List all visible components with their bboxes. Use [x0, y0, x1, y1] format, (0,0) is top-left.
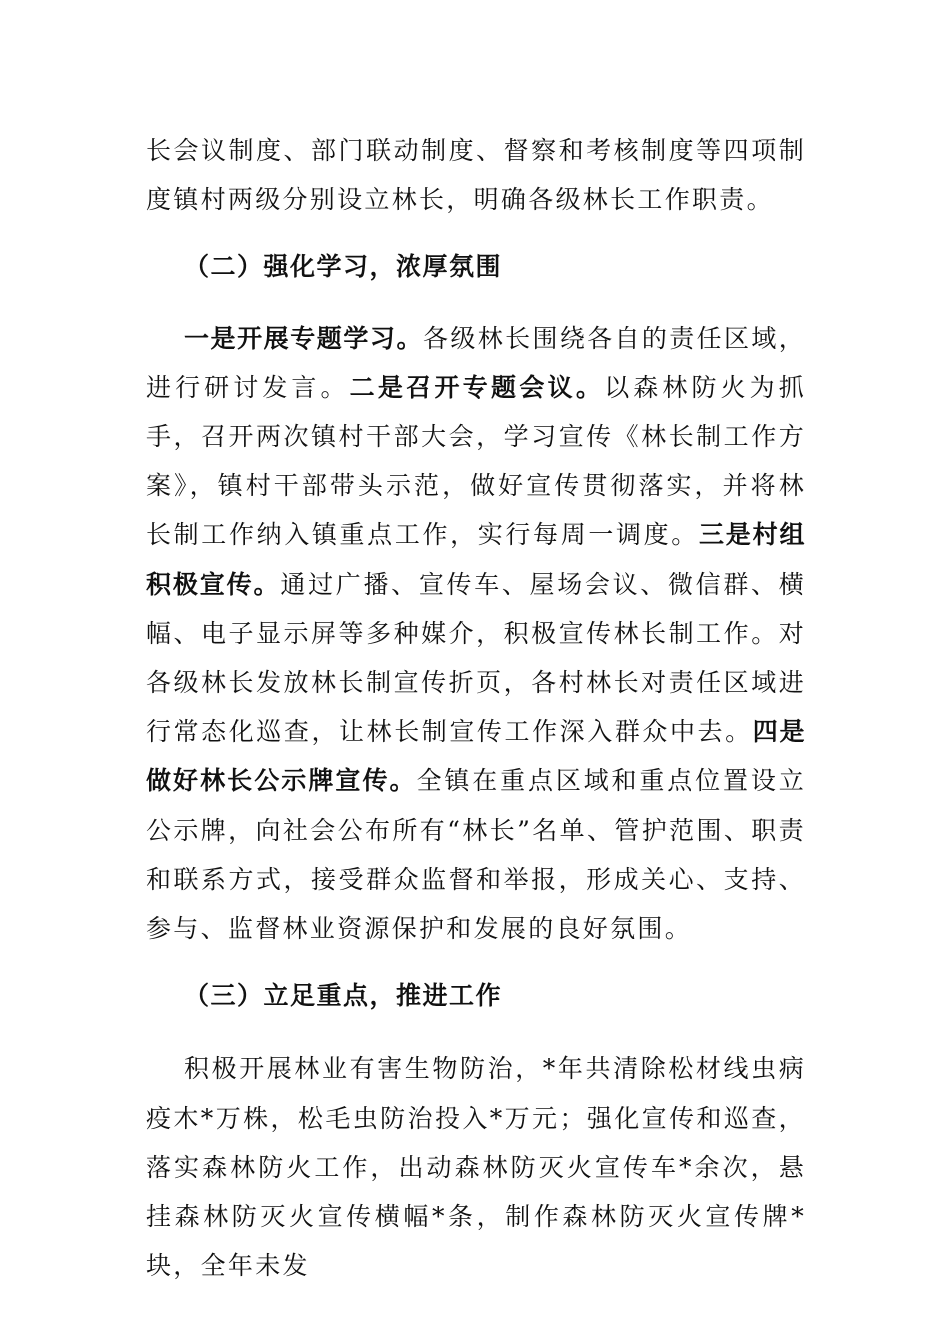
point-1-text: 各级林长围绕各自的责任区域，进行研讨发言。	[146, 323, 806, 402]
point-1-lead: 一是开展专题学习。	[184, 323, 424, 353]
section-2-heading: （二）强化学习，浓厚氛围	[184, 252, 503, 282]
section-2-paragraph	[146, 314, 806, 954]
point-2-lead: 二是召开专题会议。	[349, 372, 605, 402]
document-body	[146, 126, 806, 1290]
point-4-text: 全镇在重点区域和重点位置设立公示牌，向社会公布所有“林长”名单、管护范围、职责和联系方式，接受群众监督和举报，形成关心、支持、参与、监督林业资源保护和发展的良好氛围。	[146, 766, 806, 944]
section-3-heading: （三）立足重点，推进工作	[184, 981, 503, 1011]
point-4-lead: 四是做好林长公示牌宣传。	[146, 717, 806, 796]
intro-paragraph	[146, 126, 806, 224]
section-3-paragraph	[146, 1044, 806, 1290]
point-2-text: 以森林防火为抓手，召开两次镇村干部大会，学习宣传《林长制工作方案》，镇村干部带头示范，做好宣传贯彻落实，并将林长制工作纳入镇重点工作，实行每周一调度。	[146, 372, 806, 550]
intro-text: 长会议制度、部门联动制度、督察和考核制度等四项制度镇村两级分别设立林长，明确各级林长工作职责。	[146, 136, 806, 215]
point-3-text: 通过广播、宣传车、屋场会议、微信群、横幅、电子显示屏等多种媒介，积极宣传林长制工作。对各级林长发放林长制宣传折页，各村林长对责任区域进行常态化巡查，让林长制宣传工作深入群众中去。	[146, 569, 806, 747]
section-3-text: 积极开展林业有害生物防治，*年共清除松材线虫病疫木*万株，松毛虫防治投入*万元；强化宣传和巡查，落实森林防火工作，出动森林防灭火宣传车*余次，悬挂森林防灭火宣传横幅*条，制作森林防灭火宣传牌*块，全年未发	[146, 1054, 806, 1281]
point-3-lead: 三是村组积极宣传。	[146, 520, 806, 599]
